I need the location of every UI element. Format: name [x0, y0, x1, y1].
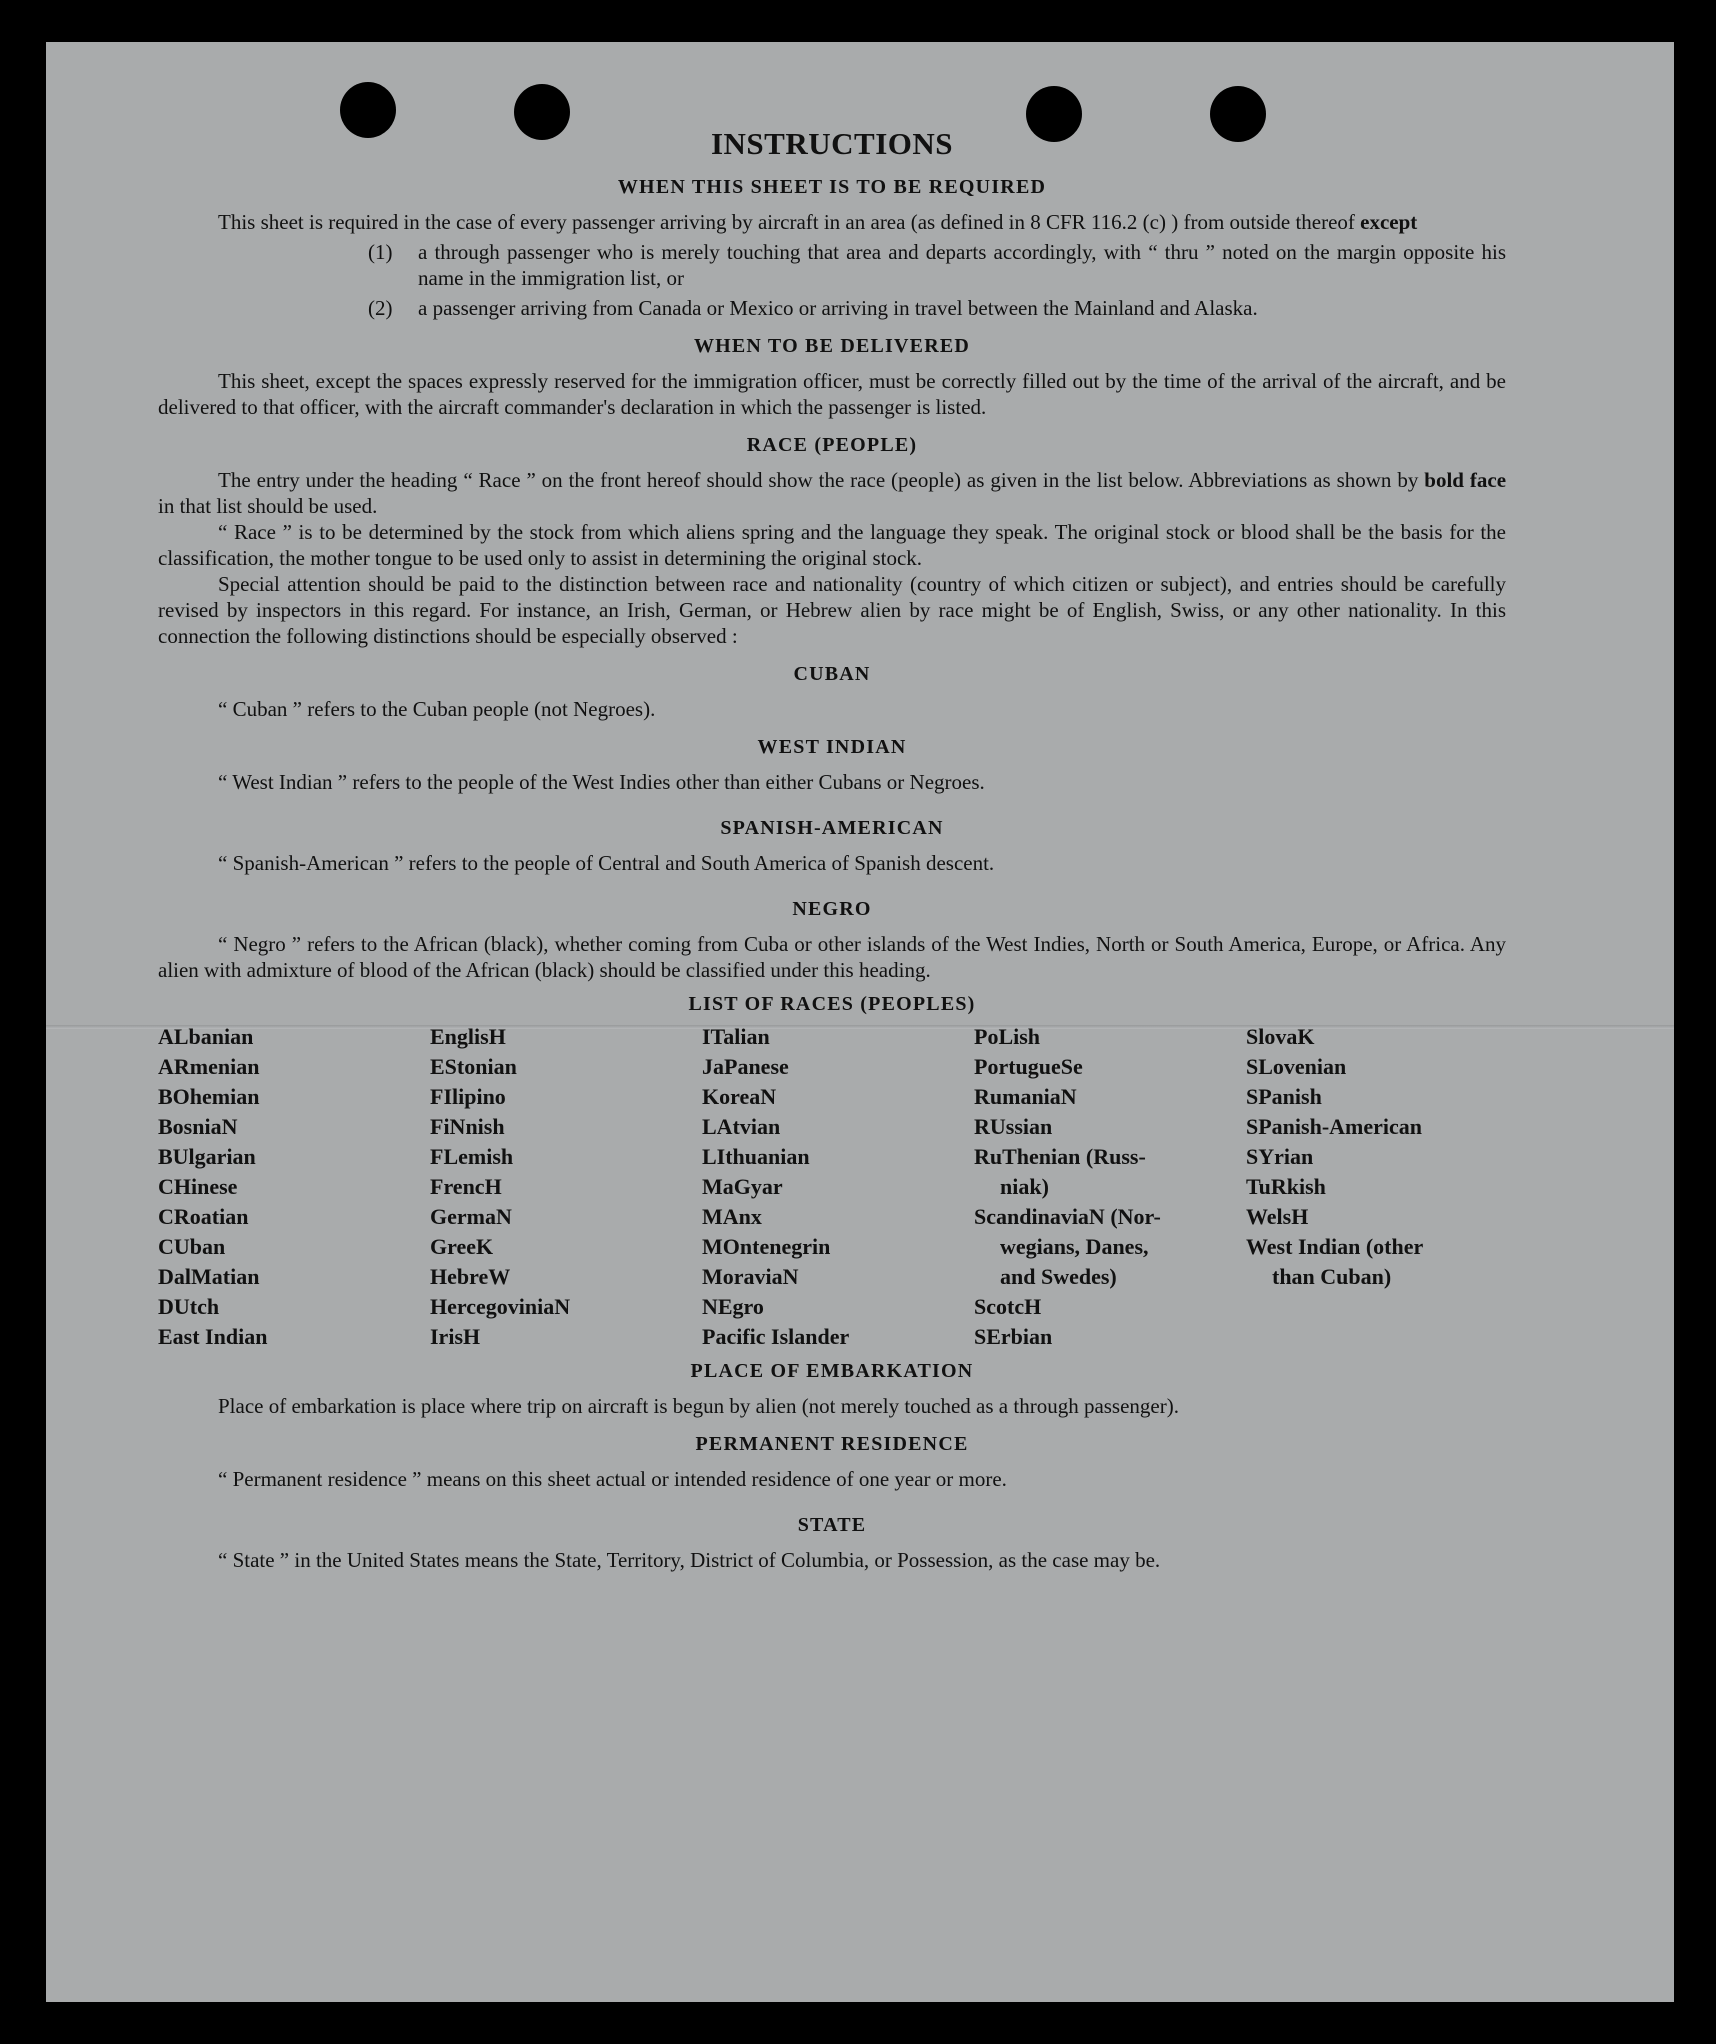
race-entry-continuation: niak)	[1000, 1174, 1049, 1199]
race-entry: MAnx	[702, 1204, 762, 1229]
race-column	[974, 1022, 1246, 1352]
race-entry: MaGyar	[702, 1174, 783, 1199]
race-paragraph-3: Special attention should be paid to the distinction between race and nationality (country of which citizen or subject), and entries should be carefully revised by inspectors in this regard. For instance, an Irish, German, or Hebrew alien by race might be of English, Swiss, or any other nationality. In this connection the following distinctions should be especially observed :	[158, 572, 1506, 648]
race-entry: ScotcH	[974, 1294, 1042, 1319]
west-indian-text: “ West Indian ” refers to the people of the West Indies other than either Cubans or Negroes.	[218, 770, 985, 794]
exception-item	[368, 295, 1506, 321]
race-entry: JaPanese	[702, 1054, 789, 1079]
race-entry: Pacific Islander	[702, 1324, 850, 1349]
race-entry: SPanish-American	[1246, 1114, 1422, 1139]
negro-text: “ Negro ” refers to the African (black), whether coming from Cuba or other islands of the West Indies, North or South America, Europe, or Africa. Any alien with admixture of blood of the African (black) should be classified under this heading.	[158, 932, 1506, 982]
race-entry: CUban	[158, 1234, 226, 1259]
race-entry: ALbanian	[158, 1024, 254, 1049]
heading-list-of-races: LIST OF RACES (PEOPLES)	[688, 993, 976, 1015]
race-p1-text-end: in that list should be used.	[158, 494, 378, 518]
race-column	[702, 1022, 974, 1352]
heading-required: WHEN THIS SHEET IS TO BE REQUIRED	[617, 176, 1047, 198]
exception-number: (2)	[368, 296, 393, 320]
race-entry: SPanish	[1246, 1084, 1322, 1109]
race-entry: West Indian (other	[1246, 1234, 1424, 1259]
race-entry: HebreW	[430, 1264, 511, 1289]
race-entry: ITalian	[702, 1024, 770, 1049]
race-entry: SYrian	[1246, 1144, 1314, 1169]
race-paragraph-2: “ Race ” is to be determined by the stock from which aliens spring and the language they speak. The original stock or blood shall be the basis for the classification, the mother tongue to be used only to assist in determining the original stock.	[158, 520, 1506, 570]
race-entry: TuRkish	[1246, 1174, 1326, 1199]
race-entry: FIlipino	[430, 1084, 506, 1109]
race-entry: ARmenian	[158, 1054, 260, 1079]
race-entry: LAtvian	[702, 1114, 781, 1139]
race-entry: BUlgarian	[158, 1144, 256, 1169]
race-entry-continuation: than Cuban)	[1272, 1264, 1392, 1289]
race-entry-continuation: wegians, Danes,	[1000, 1234, 1149, 1259]
heading-west-indian: WEST INDIAN	[757, 736, 907, 758]
race-entry: East Indian	[158, 1324, 268, 1349]
instructions-content	[158, 126, 1506, 1573]
heading-negro: NEGRO	[792, 898, 872, 920]
race-entry: EnglisH	[430, 1024, 506, 1049]
race-entry: FrencH	[430, 1174, 502, 1199]
race-entry: MOntenegrin	[702, 1234, 831, 1259]
race-p1-bold: bold face	[1424, 468, 1507, 492]
race-entry: FiNnish	[430, 1114, 505, 1139]
spanish-american-text: “ Spanish-American ” refers to the people of Central and South America of Spanish descent.	[218, 851, 995, 875]
race-entry: PortugueSe	[974, 1054, 1083, 1079]
race-p1-text: The entry under the heading “ Race ” on the front hereof should show the race (people) as given in the list below. Abbreviations as shown by	[218, 468, 1425, 492]
exception-text: a through passenger who is merely touching that area and departs accordingly, with “ thru ” noted on the margin opposite his name in the immigration list, or	[418, 240, 1506, 290]
race-entry: MoraviaN	[702, 1264, 799, 1289]
race-column	[430, 1022, 702, 1352]
race-entry-continuation: and Swedes)	[1000, 1264, 1117, 1289]
race-entry: ScandinaviaN (Nor-	[974, 1204, 1161, 1229]
cuban-text: “ Cuban ” refers to the Cuban people (not Negroes).	[218, 697, 656, 721]
race-column	[158, 1022, 430, 1352]
race-entry: IrisH	[430, 1324, 481, 1349]
race-entry: DalMatian	[158, 1264, 260, 1289]
heading-embarkation: PLACE OF EMBARKATION	[690, 1360, 974, 1382]
required-intro-text: This sheet is required in the case of every passenger arriving by aircraft in an area (as defined in 8 CFR 116.2 (c) ) from outside thereof	[218, 210, 1361, 234]
race-entry: NEgro	[702, 1294, 764, 1319]
race-entry: BosniaN	[158, 1114, 238, 1139]
exception-item	[368, 239, 1506, 291]
required-intro-except: except	[1360, 210, 1418, 234]
race-entry: PoLish	[974, 1024, 1041, 1049]
exception-text: a passenger arriving from Canada or Mexico or arriving in travel between the Mainland and Alaska.	[418, 296, 1258, 320]
race-entry: SlovaK	[1246, 1024, 1315, 1049]
race-entry: GreeK	[430, 1234, 494, 1259]
race-entry: DUtch	[158, 1294, 220, 1319]
race-entry: RuThenian (Russ-	[974, 1144, 1146, 1169]
heading-residence: PERMANENT RESIDENCE	[695, 1433, 969, 1455]
race-entry: CRoatian	[158, 1204, 249, 1229]
race-entry: BOhemian	[158, 1084, 260, 1109]
heading-delivered: WHEN TO BE DELIVERED	[693, 335, 971, 357]
race-column	[1246, 1022, 1506, 1352]
race-entry: CHinese	[158, 1174, 238, 1199]
race-entry: FLemish	[430, 1144, 514, 1169]
delivered-text: This sheet, except the spaces expressly reserved for the immigration officer, must be correctly filled out by the time of the arrival of the aircraft, and be delivered to that officer, with the aircraft commander's declaration in which the passenger is listed.	[158, 369, 1506, 419]
race-entry: WelsH	[1246, 1204, 1309, 1229]
race-list	[158, 1022, 1506, 1352]
exception-number: (1)	[368, 240, 393, 264]
race-entry: LIthuanian	[702, 1144, 810, 1169]
required-intro	[158, 209, 1506, 235]
heading-cuban: CUBAN	[793, 663, 871, 685]
race-paragraph-1	[158, 467, 1506, 519]
heading-state: STATE	[797, 1514, 867, 1536]
embarkation-text: Place of embarkation is place where trip on aircraft is begun by alien (not merely touched as a through passenger).	[218, 1394, 1179, 1418]
race-entry: RUssian	[974, 1114, 1053, 1139]
heading-race: RACE (PEOPLE)	[746, 434, 918, 456]
race-entry: HercegoviniaN	[430, 1294, 571, 1319]
race-entry: GermaN	[430, 1204, 512, 1229]
race-entry: SErbian	[974, 1324, 1053, 1349]
race-entry: KoreaN	[702, 1084, 777, 1109]
residence-text: “ Permanent residence ” means on this sheet actual or intended residence of one year or more.	[218, 1467, 1007, 1491]
state-text: “ State ” in the United States means the State, Territory, District of Columbia, or Possession, as the case may be.	[218, 1548, 1161, 1572]
page-title: INSTRUCTIONS	[710, 126, 953, 161]
race-entry: RumaniaN	[974, 1084, 1077, 1109]
race-entry: SLovenian	[1246, 1054, 1347, 1079]
heading-spanish-american: SPANISH-AMERICAN	[720, 817, 944, 839]
race-entry: EStonian	[430, 1054, 517, 1079]
